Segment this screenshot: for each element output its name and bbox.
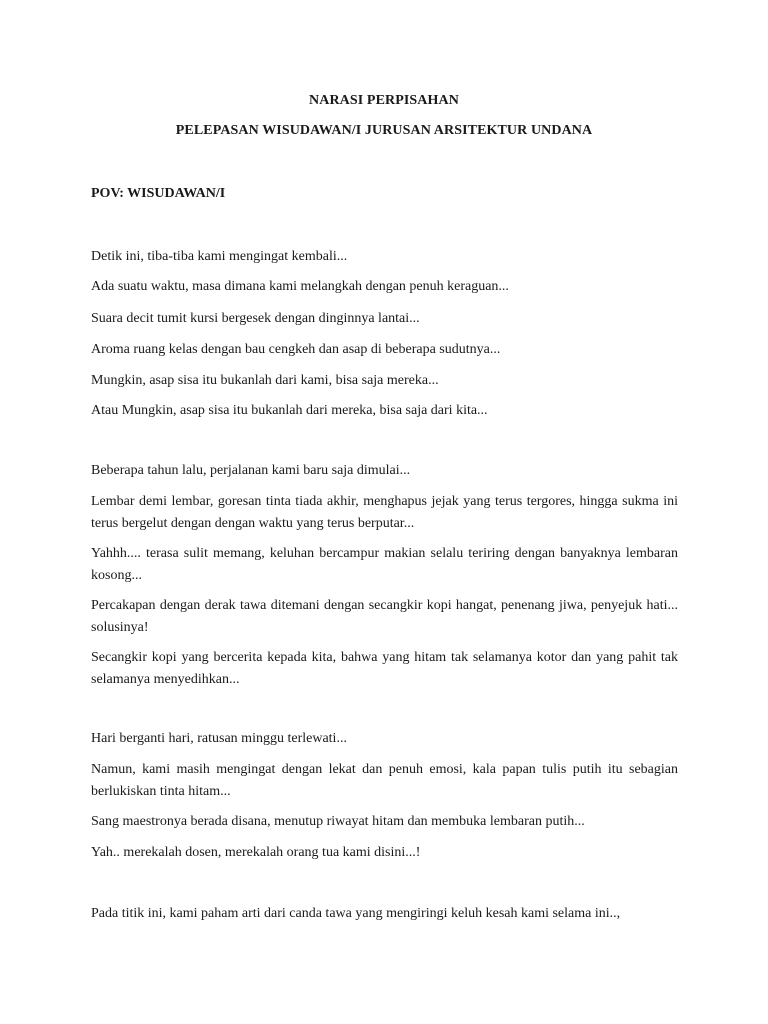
paragraph: Ada suatu waktu, masa dimana kami melangkah dengan penuh keraguan... xyxy=(91,279,509,294)
paragraph: Pada titik ini, kami paham arti dari canda tawa yang mengiringi keluh kesah kami selama ini.., xyxy=(91,906,621,921)
document-title: NARASI PERPISAHAN xyxy=(309,93,459,108)
paragraph: Detik ini, tiba-tiba kami mengingat kembali... xyxy=(91,249,348,264)
paragraph: Mungkin, asap sisa itu bukanlah dari kami, bisa saja mereka... xyxy=(91,373,439,388)
paragraph: Beberapa tahun lalu, perjalanan kami baru saja dimulai... xyxy=(91,463,411,478)
paragraph: Atau Mungkin, asap sisa itu bukanlah dari mereka, bisa saja dari kita... xyxy=(91,403,488,418)
paragraph: Yahhh.... terasa sulit memang, keluhan bercampur makian selalu teriring dengan banyaknya lembaran kosong... xyxy=(91,546,678,583)
pov-heading: POV: WISUDAWAN/I xyxy=(91,186,226,201)
paragraph: Secangkir kopi yang bercerita kepada kita, bahwa yang hitam tak selamanya kotor dan yang pahit tak selamanya menyedihkan... xyxy=(91,650,678,687)
paragraph: Aroma ruang kelas dengan bau cengkeh dan asap di beberapa sudutnya... xyxy=(91,342,501,357)
paragraph: Hari berganti hari, ratusan minggu terlewati... xyxy=(91,731,347,746)
paragraph: Percakapan dengan derak tawa ditemani dengan secangkir kopi hangat, penenang jiwa, penyejuk hati... solusinya! xyxy=(91,598,678,635)
paragraph: Sang maestronya berada disana, menutup riwayat hitam dan membuka lembaran putih... xyxy=(91,814,585,829)
paragraph: Namun, kami masih mengingat dengan lekat dan penuh emosi, kala papan tulis putih itu sebagian berlukiskan tinta hitam... xyxy=(91,762,678,799)
paragraph: Lembar demi lembar, goresan tinta tiada akhir, menghapus jejak yang terus tergores, hingga sukma ini terus bergelut dengan dengan waktu yang terus berputar... xyxy=(91,494,678,531)
paragraph: Suara decit tumit kursi bergesek dengan dinginnya lantai... xyxy=(91,311,420,326)
paragraph: Yah.. merekalah dosen, merekalah orang tua kami disini...! xyxy=(91,845,421,860)
document-subtitle: PELEPASAN WISUDAWAN/I JURUSAN ARSITEKTUR UNDANA xyxy=(175,123,593,138)
